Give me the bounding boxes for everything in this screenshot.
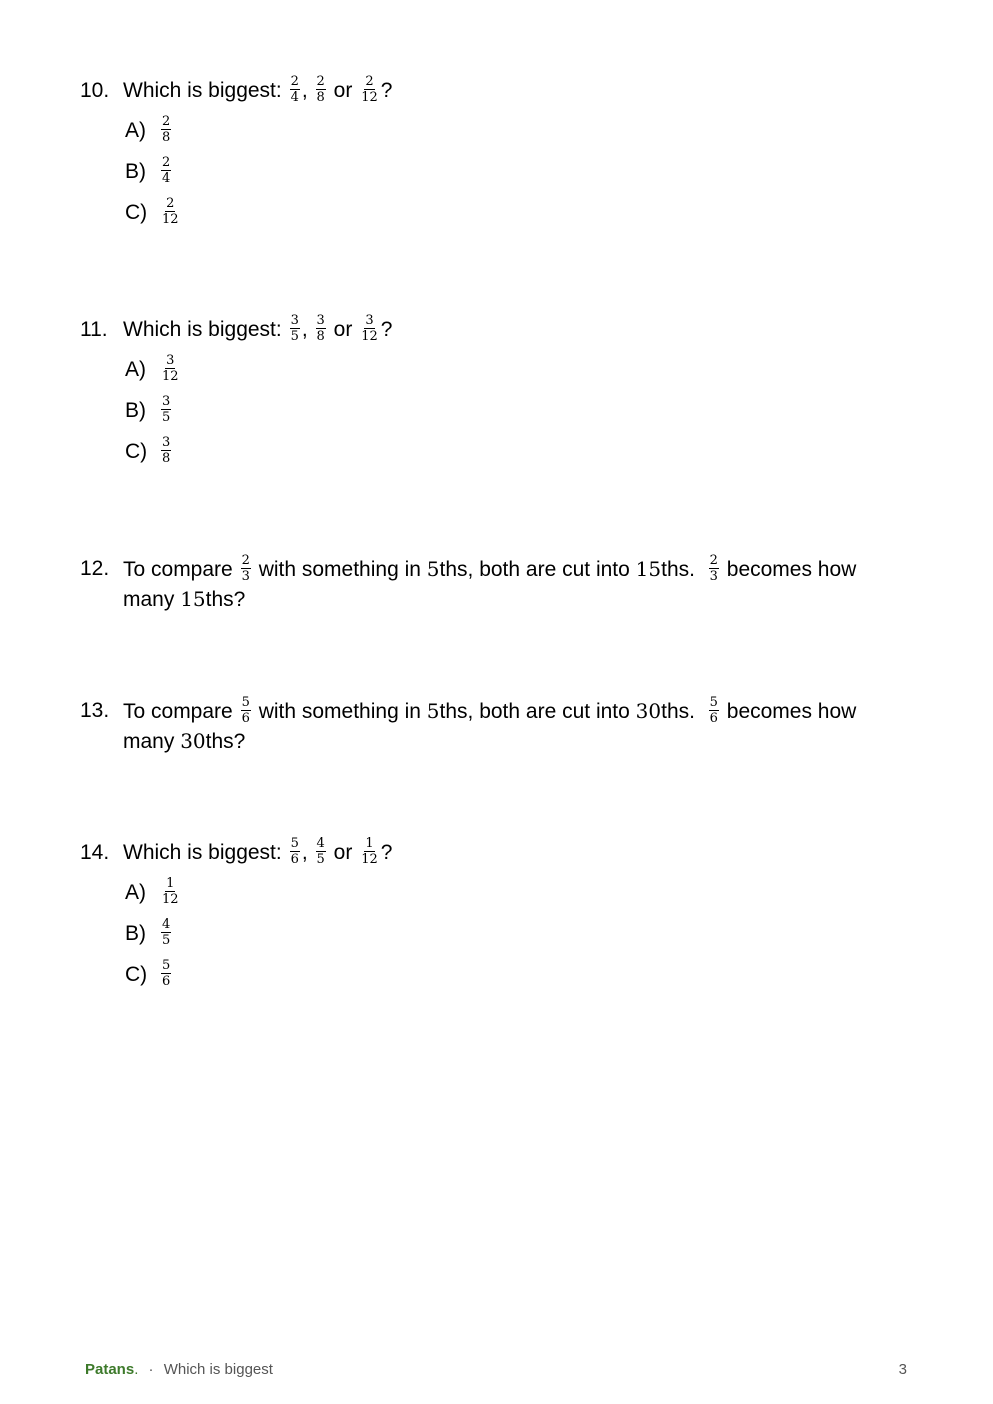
fraction: $\frac{5}{6}$ (290, 836, 299, 867)
question-text: Which is biggest: $\frac{3}{5}$ , $\frac{3}{8}$ or $\frac{3}{12}$ ? (123, 313, 393, 344)
question-14 (80, 836, 910, 995)
question-12 (80, 552, 910, 614)
brand-logo: Patans (85, 1361, 135, 1378)
page-number: 3 (898, 1361, 907, 1378)
option-b[interactable]: B) $\frac{3}{5}$ (125, 393, 171, 425)
question-10 (80, 74, 910, 233)
answer-options (125, 349, 910, 472)
fraction: $\frac{2}{8}$ (162, 113, 171, 145)
question-text: To compare $\frac{5}{6}$ with something in 5ths, both are cut into 30ths. $\frac{5}{6}$ becomes how many 30ths? (123, 694, 857, 753)
fraction: $\frac{5}{6}$ (709, 694, 718, 726)
footer-title: Which is biggest (163, 1361, 273, 1378)
question-13 (80, 694, 910, 756)
fraction: $\frac{4}{5}$ (316, 836, 325, 867)
option-c[interactable]: C) $\frac{3}{8}$ (125, 434, 171, 466)
fraction: $\frac{2}{8}$ (316, 74, 325, 105)
answer-options (125, 872, 910, 995)
option-a[interactable]: A) $\frac{3}{12}$ (125, 352, 179, 384)
option-c[interactable]: C) $\frac{2}{12}$ (125, 195, 179, 227)
fraction: $\frac{3}{8}$ (162, 434, 171, 466)
fraction: $\frac{2}{3}$ (241, 552, 250, 584)
question-number: 14. (80, 841, 110, 864)
question-number: 13. (80, 699, 110, 722)
question-number: 12. (80, 557, 110, 580)
fraction: $\frac{3}{12}$ (162, 352, 179, 384)
question-number: 10. (80, 79, 110, 102)
page-footer: Patans. · Which is biggest 3 (85, 1361, 907, 1378)
fraction: $\frac{3}{8}$ (316, 313, 325, 344)
option-c[interactable]: C) $\frac{5}{6}$ (125, 957, 171, 989)
question-number: 11. (80, 318, 108, 341)
fraction: $\frac{5}{6}$ (241, 694, 250, 726)
fraction: $\frac{1}{12}$ (361, 836, 378, 867)
question-text: Which is biggest: $\frac{2}{4}$ , $\frac{2}{8}$ or $\frac{2}{12}$ ? (123, 74, 393, 105)
fraction: $\frac{5}{6}$ (162, 957, 171, 989)
fraction: $\frac{1}{12}$ (162, 875, 179, 907)
fraction: $\frac{2}{12}$ (162, 195, 179, 227)
question-11 (80, 313, 910, 472)
footer-separator: · (148, 1361, 154, 1378)
fraction: $\frac{2}{4}$ (290, 74, 299, 105)
question-text: To compare $\frac{2}{3}$ with something in 5ths, both are cut into 15ths. $\frac{2}{3}$ becomes how many 15ths? (123, 552, 857, 611)
question-text: Which is biggest: $\frac{5}{6}$ , $\frac{4}{5}$ or $\frac{1}{12}$ ? (123, 836, 393, 867)
option-b[interactable]: B) $\frac{4}{5}$ (125, 916, 171, 948)
answer-options (125, 110, 910, 233)
option-a[interactable]: A) $\frac{2}{8}$ (125, 113, 171, 145)
fraction: $\frac{3}{5}$ (290, 313, 299, 344)
fraction: $\frac{2}{12}$ (361, 74, 378, 105)
fraction: $\frac{4}{5}$ (162, 916, 171, 948)
fraction: $\frac{2}{4}$ (162, 154, 171, 186)
option-a[interactable]: A) $\frac{1}{12}$ (125, 875, 179, 907)
fraction: $\frac{3}{5}$ (162, 393, 171, 425)
option-b[interactable]: B) $\frac{2}{4}$ (125, 154, 171, 186)
fraction: $\frac{3}{12}$ (361, 313, 378, 344)
fraction: $\frac{2}{3}$ (709, 552, 718, 584)
